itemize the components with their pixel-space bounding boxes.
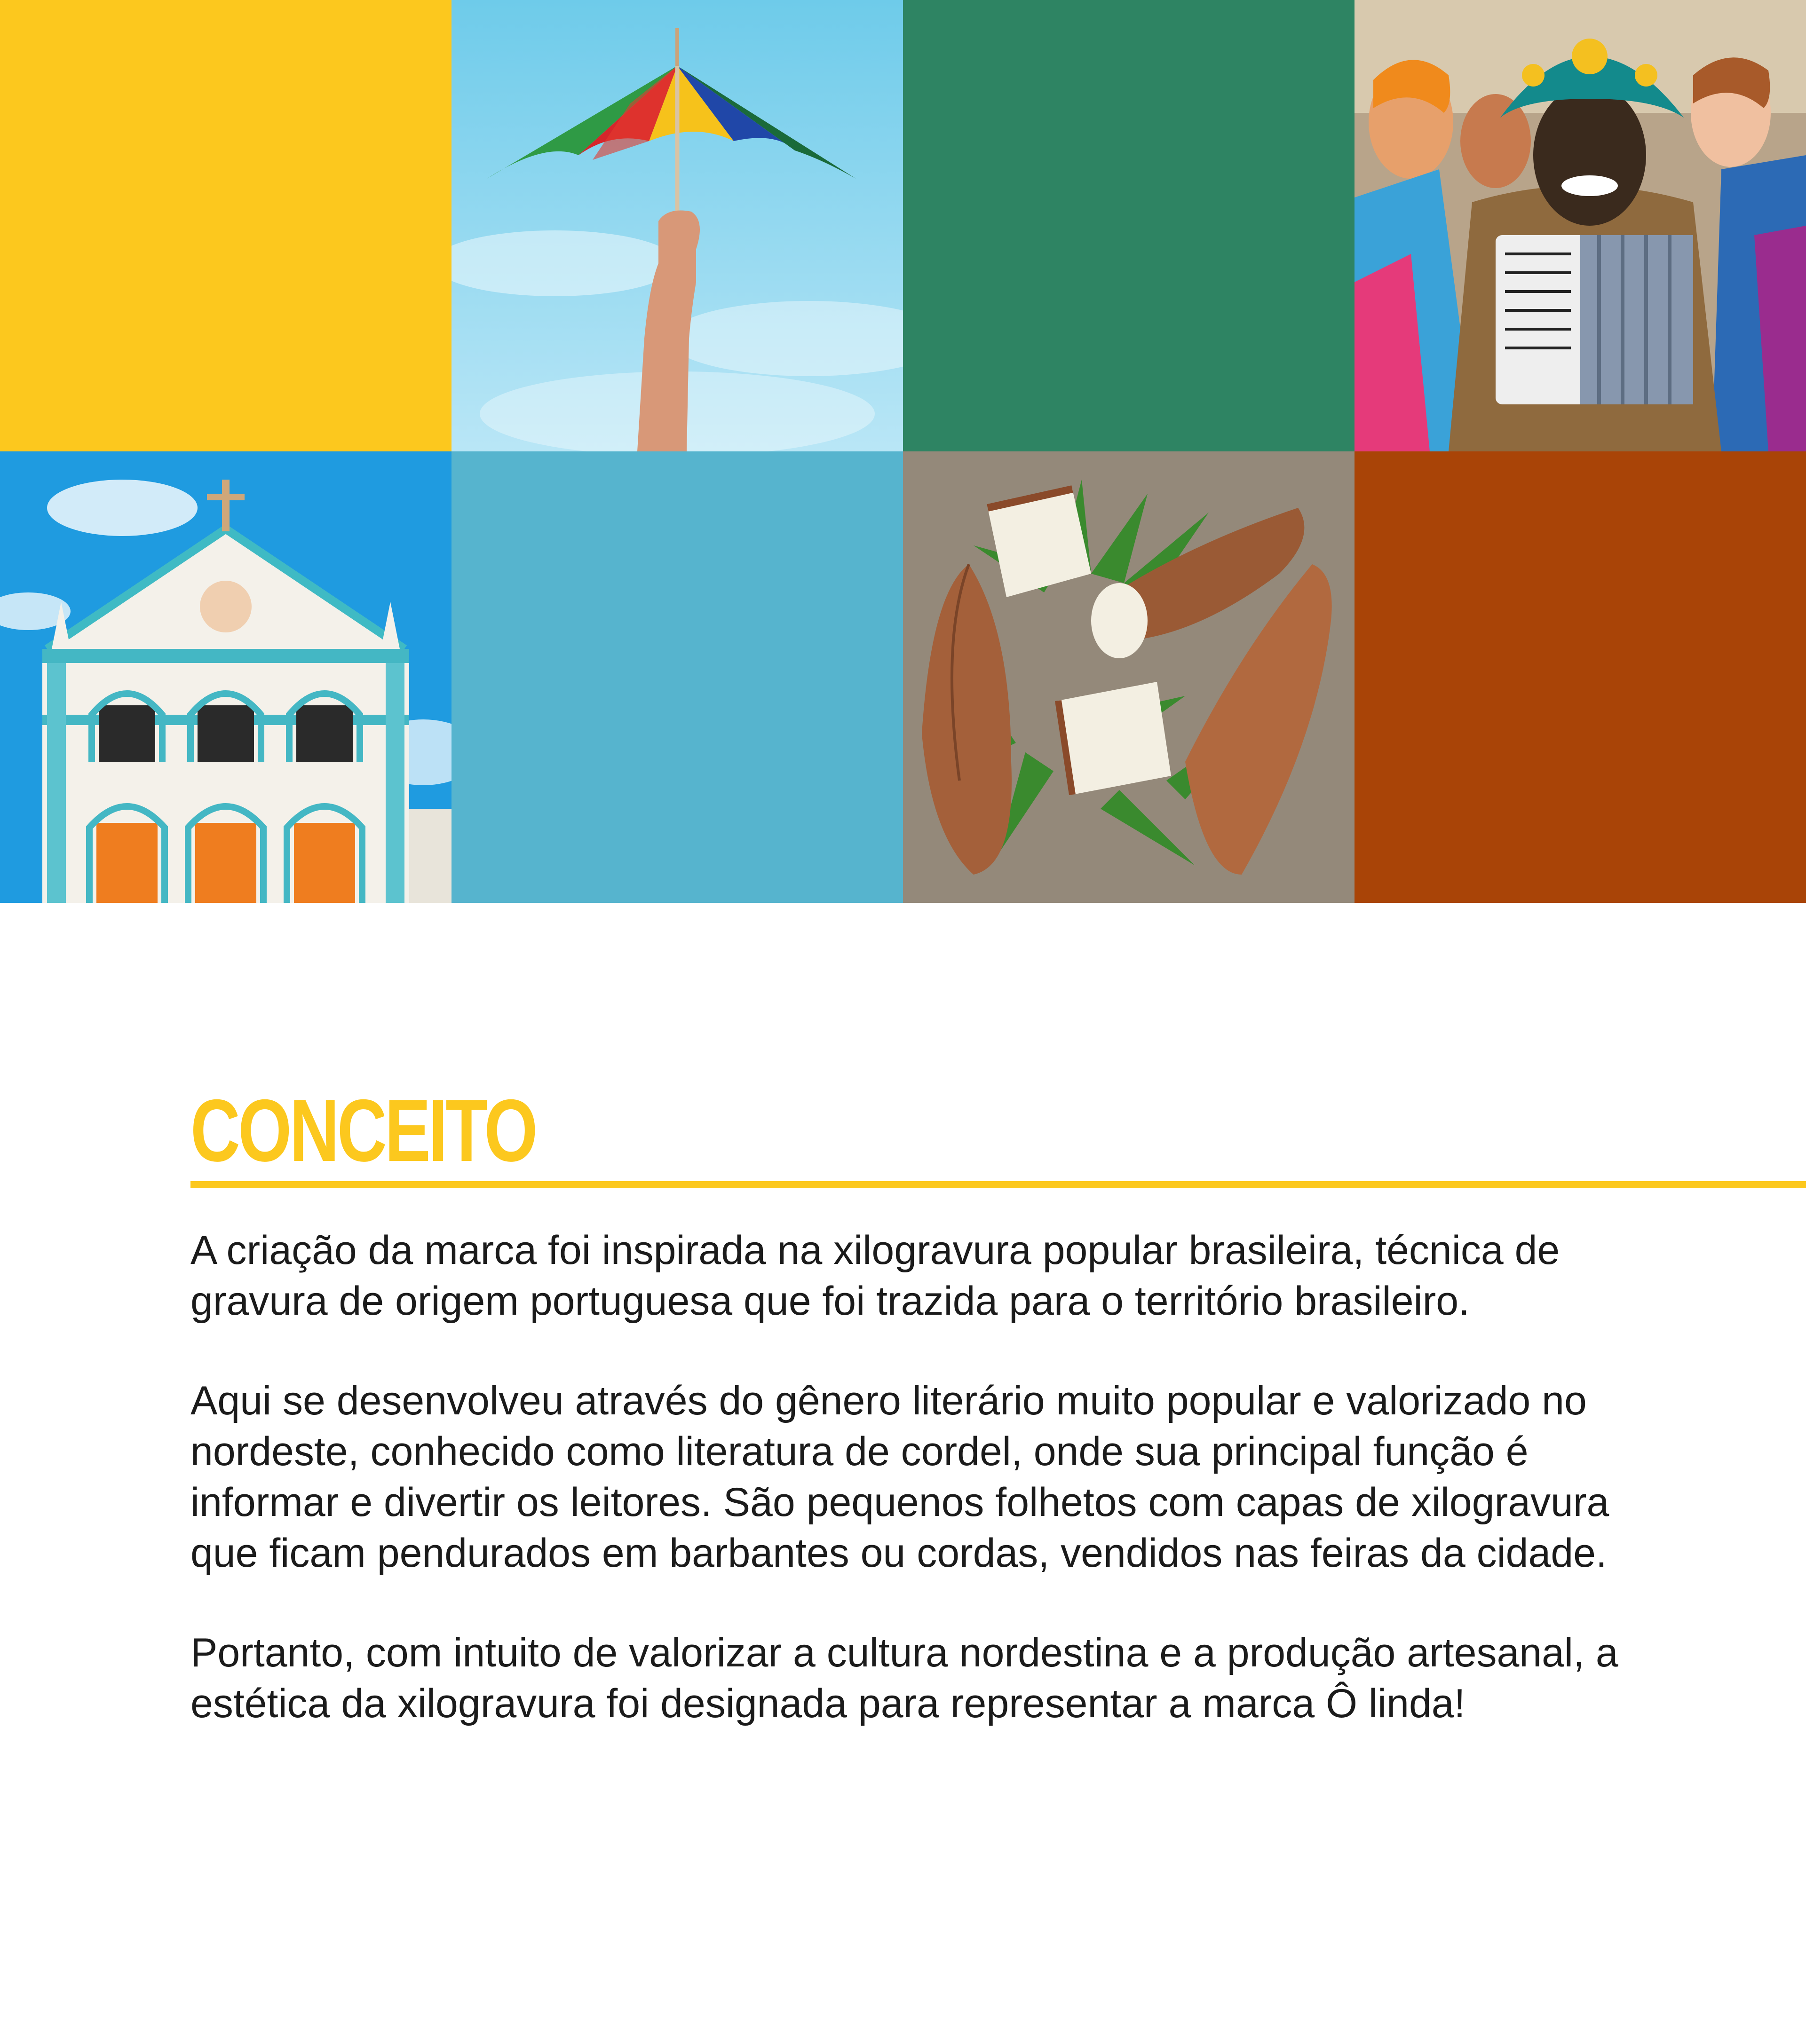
swatch-yellow [0, 0, 452, 451]
title-underline [190, 1181, 1806, 1188]
concept-section [190, 1081, 1806, 1726]
photo-frevo-umbrella [452, 0, 903, 451]
puppets-image [1354, 0, 1806, 451]
cassava-image [903, 451, 1354, 903]
concept-paragraph-3: Portanto, com intuito de valorizar a cultura nordestina e a produção artesanal, a estética da xilogravura foi designada para representar a marca Ô linda! [190, 1630, 1618, 1726]
mood-board-grid [0, 0, 1806, 903]
umbrella-image [452, 0, 903, 451]
photo-colonial-church [0, 451, 452, 903]
photo-giant-puppets-accordion [1354, 0, 1806, 451]
swatch-sky-blue [452, 451, 903, 903]
concept-title: CONCEITO [190, 1081, 536, 1180]
concept-paragraph-2: Aqui se desenvolveu através do gênero literário muito popular e valorizado no nordeste, conhecido como literatura de cordel, onde sua principal função é informar e divertir os leitores. São pequenos folhetos com capas de xilogravura que ficam pendurados em barbantes ou cordas, vendidos nas feiras da cidade. [190, 1378, 1609, 1576]
swatch-rust [1354, 451, 1806, 903]
concept-paragraph-1: A criação da marca foi inspirada na xilogravura popular brasileira, técnica de gravura de origem portuguesa que foi trazida para o território brasileiro. [190, 1228, 1560, 1324]
swatch-green [903, 0, 1354, 451]
concept-body [190, 1225, 1648, 1778]
church-image [0, 451, 452, 903]
photo-cassava-roots [903, 451, 1354, 903]
